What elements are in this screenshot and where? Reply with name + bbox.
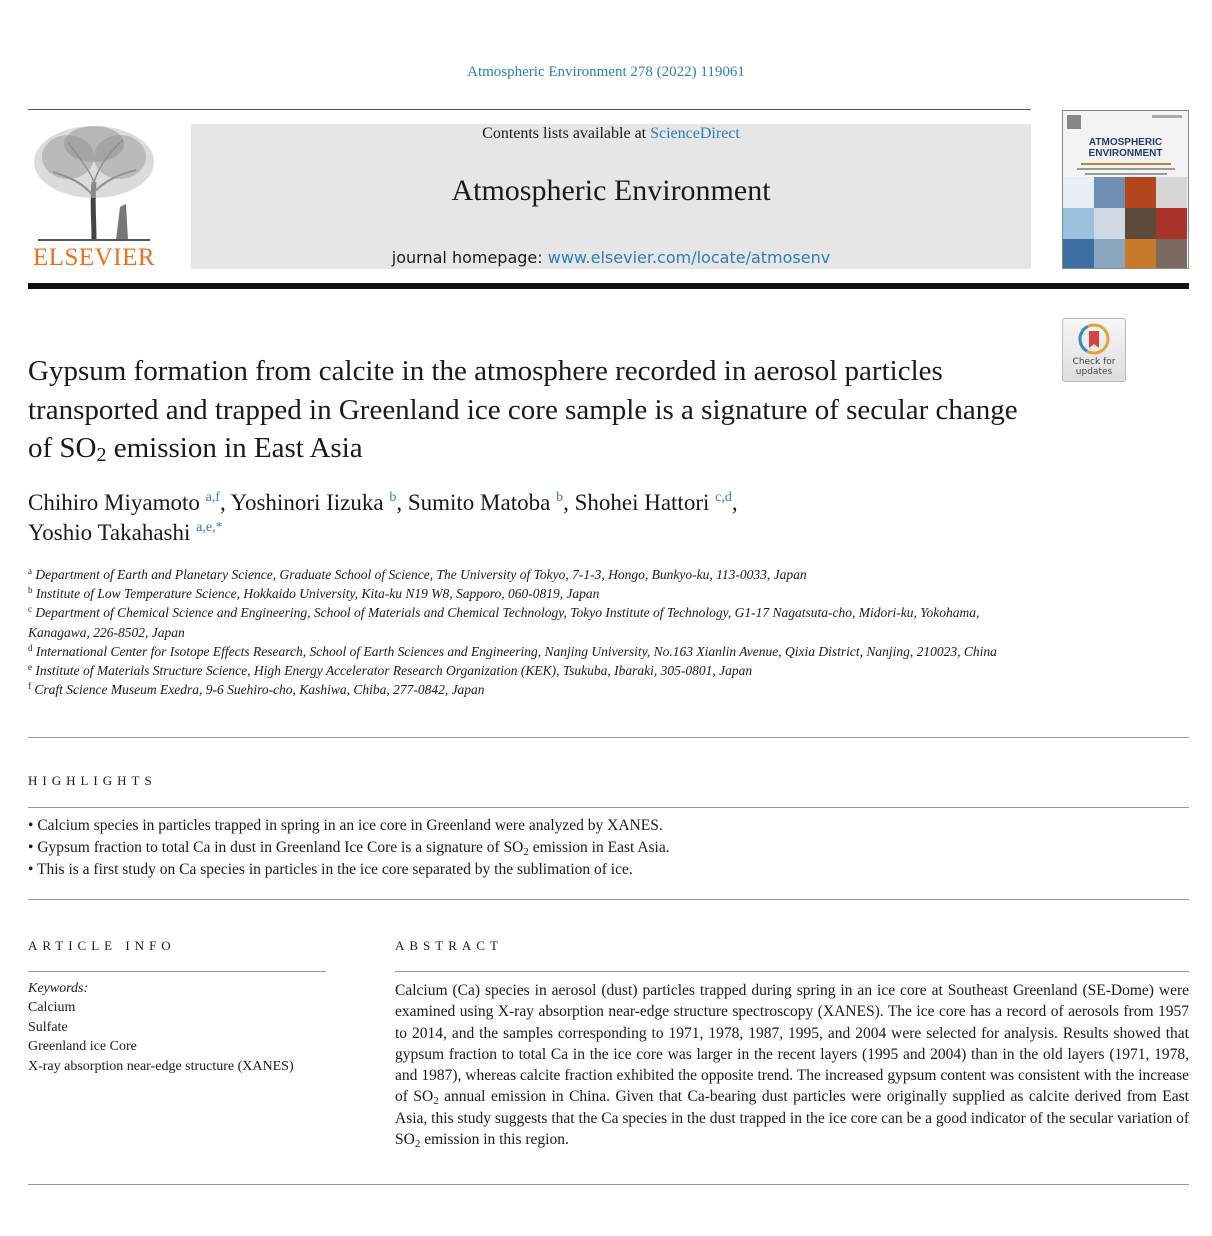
keyword-item: Calcium bbox=[28, 1000, 76, 1016]
cover-tile bbox=[1125, 239, 1156, 269]
highlight-item: • Gypsum fraction to total Ca in dust in Greenland Ice Core is a signature of $SO_2$ emission in East Asia. bbox=[28, 839, 670, 858]
cover-tile bbox=[1156, 208, 1187, 239]
keyword-item: X-ray absorption near-edge structure (XANES) bbox=[28, 1058, 294, 1074]
article-info-rule bbox=[28, 971, 326, 972]
author-name[interactable]: Shohei Hattori bbox=[574, 490, 710, 515]
cover-subtitle-lines bbox=[1071, 161, 1181, 175]
highlights-list bbox=[28, 815, 1188, 881]
cover-tile bbox=[1125, 208, 1156, 239]
affiliation-mark: e bbox=[28, 662, 32, 673]
cover-publisher-icon bbox=[1067, 115, 1081, 129]
affiliation-item bbox=[28, 584, 1038, 603]
abstract-text-part: emission in this region. bbox=[420, 1131, 569, 1149]
author-separator: , bbox=[563, 490, 575, 515]
article-info-heading: ARTICLE INFO bbox=[28, 938, 176, 953]
check-updates-icon bbox=[1078, 323, 1110, 355]
affiliation-text: Department of Earth and Planetary Science, Graduate School of Science, The University of Tokyo, 7-1-3, Hongo, Bunkyo-ku, 113-0033, Japan bbox=[35, 567, 807, 582]
affiliation-item bbox=[28, 661, 1038, 680]
check-updates-label-line2: updates bbox=[1075, 367, 1113, 377]
highlight-subscript: 2 bbox=[523, 846, 529, 858]
affiliation-mark: b bbox=[28, 585, 33, 596]
cover-tile bbox=[1156, 177, 1187, 208]
highlight-item: • Calcium species in particles trapped in spring in an ice core in Greenland were analyzed by XANES. bbox=[28, 817, 663, 834]
author-name[interactable]: Sumito Matoba bbox=[407, 490, 551, 515]
affiliation-mark: d bbox=[28, 642, 33, 653]
highlight-item: • This is a first study on Ca species in particles in the ice core separated by the sublimation of ice. bbox=[28, 861, 633, 878]
abstract-subscript: 2 bbox=[414, 1138, 421, 1151]
journal-name: Atmospheric Environment bbox=[451, 174, 771, 207]
top-rule bbox=[28, 109, 1031, 110]
title-text-end: emission in East Asia bbox=[106, 432, 363, 464]
author-affiliation-marks[interactable]: b bbox=[556, 490, 564, 505]
affiliation-text: Institute of Materials Structure Science, High Energy Accelerator Research Organization (KEK), Tsukuba, Ibaraki, 305-0801, Japan bbox=[35, 663, 753, 679]
affiliation-mark: c bbox=[28, 604, 32, 615]
author-affiliation-marks[interactable]: a,e,* bbox=[196, 520, 223, 535]
elsevier-tree-icon bbox=[28, 122, 160, 244]
cover-tile bbox=[1094, 239, 1125, 269]
contents-prefix: Contents lists available at bbox=[482, 125, 647, 142]
affiliation-item bbox=[28, 680, 1038, 699]
cover-title-line1: ATMOSPHERIC bbox=[1088, 137, 1163, 148]
homepage-link[interactable]: www.elsevier.com/locate/atmosenv bbox=[547, 248, 831, 267]
keywords-label: Keywords: bbox=[28, 981, 89, 996]
cover-tile bbox=[1063, 177, 1094, 208]
highlight-text: Gypsum fraction to total Ca in dust in Greenland Ice Core is a signature of SO bbox=[37, 839, 524, 856]
affiliation-text: Department of Chemical Science and Engineering, School of Materials and Chemical Technology, Tokyo Institute of Technology, G1-17 Nagatsuta-cho, Midori-ku, Yokohama, Kanagawa, 226-8502, Japan bbox=[28, 605, 980, 640]
elsevier-logo[interactable] bbox=[28, 122, 160, 272]
author-affiliation-marks[interactable]: b bbox=[389, 490, 397, 505]
affiliation-text: Institute of Low Temperature Science, Hokkaido University, Kita-ku N19 W8, Sapporo, 060-0819, Japan bbox=[35, 586, 600, 602]
highlight-text: Calcium species in particles trapped in spring in an ice core in Greenland were analyzed by XANES. bbox=[37, 817, 663, 834]
highlights-top-rule bbox=[28, 807, 1189, 808]
author-separator: , bbox=[731, 490, 738, 515]
cover-tile bbox=[1156, 239, 1187, 269]
affiliation-list bbox=[28, 565, 1038, 699]
cover-title bbox=[1063, 137, 1188, 159]
affiliation-item bbox=[28, 603, 1038, 641]
abstract-text-part: Calcium (Ca) species in aerosol (dust) particles trapped during spring in an ice core at Southeast Greenland (SE-Dome) were examined using X-ray absorption near-edge structure spectroscopy (XANES). The ice core has a record of aerosols from 1957 to 2014, and the samples corresponding to 1971, 1978, 1987, 1995, and 2004 were selected for analysis. Results showed that gypsum fraction to total Ca in the ice core was larger in the recent layers (1995 and 2004) than in the old layers (1971, 1978, and 1987), whereas calcite fraction exhibited the opposite trend. The increased gypsum content was consistent with the increase of SO bbox=[395, 982, 1189, 1106]
section-divider bbox=[28, 737, 1189, 738]
keyword-item: Greenland ice Core bbox=[28, 1039, 137, 1055]
contents-available-line bbox=[191, 125, 1031, 143]
author-affiliation-marks[interactable]: c,d bbox=[715, 490, 732, 505]
author-name[interactable]: Yoshinori Iizuka bbox=[230, 490, 384, 515]
author-name[interactable]: Chihiro Miyamoto bbox=[28, 490, 200, 515]
cover-tile bbox=[1125, 177, 1156, 208]
journal-reference[interactable]: Atmospheric Environment 278 (2022) 119061 bbox=[467, 64, 745, 80]
journal-homepage-line bbox=[191, 248, 1031, 267]
abstract-text-part: annual emission in China. Given that Ca-bearing dust particles were originally supplied as calcite derived from East Asia, this study suggests that the Ca species in the dust trapped in the ice core can be a good indicator of the secular variation of SO bbox=[395, 1088, 1189, 1149]
sciencedirect-link[interactable]: ScienceDirect bbox=[650, 125, 740, 142]
author-name[interactable]: Yoshio Takahashi bbox=[28, 520, 191, 545]
highlight-text-end: emission in East Asia. bbox=[528, 839, 670, 856]
author-separator: , bbox=[220, 490, 231, 515]
journal-cover-thumbnail[interactable] bbox=[1062, 110, 1189, 269]
affiliation-mark: a bbox=[28, 566, 32, 576]
keywords-block bbox=[28, 979, 328, 1076]
highlights-bottom-rule bbox=[28, 899, 1189, 900]
abstract-text bbox=[395, 980, 1189, 1150]
cover-tile bbox=[1094, 208, 1125, 239]
abstract-rule bbox=[395, 971, 1189, 972]
elsevier-wordmark: ELSEVIER bbox=[32, 244, 156, 271]
keyword-item: Sulfate bbox=[28, 1019, 68, 1035]
affiliation-item bbox=[28, 565, 1038, 584]
author-separator: , bbox=[396, 490, 408, 515]
title-text: Gypsum formation from calcite in the atmosphere recorded in aerosol particles transported and trapped in Greenland ice core sample is a signature of secular change of SO bbox=[28, 355, 1018, 464]
cover-tile bbox=[1063, 239, 1094, 269]
cover-tile bbox=[1094, 177, 1125, 208]
affiliation-text: Craft Science Museum Exedra, 9-6 Suehiro-cho, Kashiwa, Chiba, 277-0842, Japan bbox=[34, 682, 485, 698]
title-subscript: 2 bbox=[96, 444, 107, 466]
highlight-text: This is a first study on Ca species in particles in the ice core separated by the sublimation of ice. bbox=[37, 861, 633, 878]
homepage-prefix: journal homepage: bbox=[391, 248, 543, 267]
abstract-heading: ABSTRACT bbox=[395, 938, 503, 953]
article-title bbox=[28, 352, 1028, 468]
affiliation-text: International Center for Isotope Effects Research, School of Earth Sciences and Engineering, Nanjing University, No.163 Xianlin Avenue, Qixia District, Nanjing, 210023, China bbox=[35, 643, 997, 659]
author-list bbox=[28, 488, 1028, 548]
cover-title-line2: ENVIRONMENT bbox=[1088, 148, 1163, 159]
check-updates-label-line1: Check for bbox=[1072, 357, 1116, 367]
affiliation-mark: f bbox=[28, 681, 31, 692]
cover-tile bbox=[1063, 208, 1094, 239]
highlights-heading: HIGHLIGHTS bbox=[28, 773, 157, 788]
check-updates-label bbox=[1063, 357, 1125, 377]
bottom-rule bbox=[28, 1184, 1189, 1185]
masthead-divider bbox=[28, 283, 1189, 289]
cover-issn-mark bbox=[1152, 115, 1182, 118]
abstract-subscript: 2 bbox=[433, 1095, 439, 1108]
check-for-updates-button[interactable] bbox=[1062, 318, 1126, 382]
author-affiliation-marks[interactable]: a,f bbox=[205, 490, 221, 505]
affiliation-item bbox=[28, 642, 1038, 661]
